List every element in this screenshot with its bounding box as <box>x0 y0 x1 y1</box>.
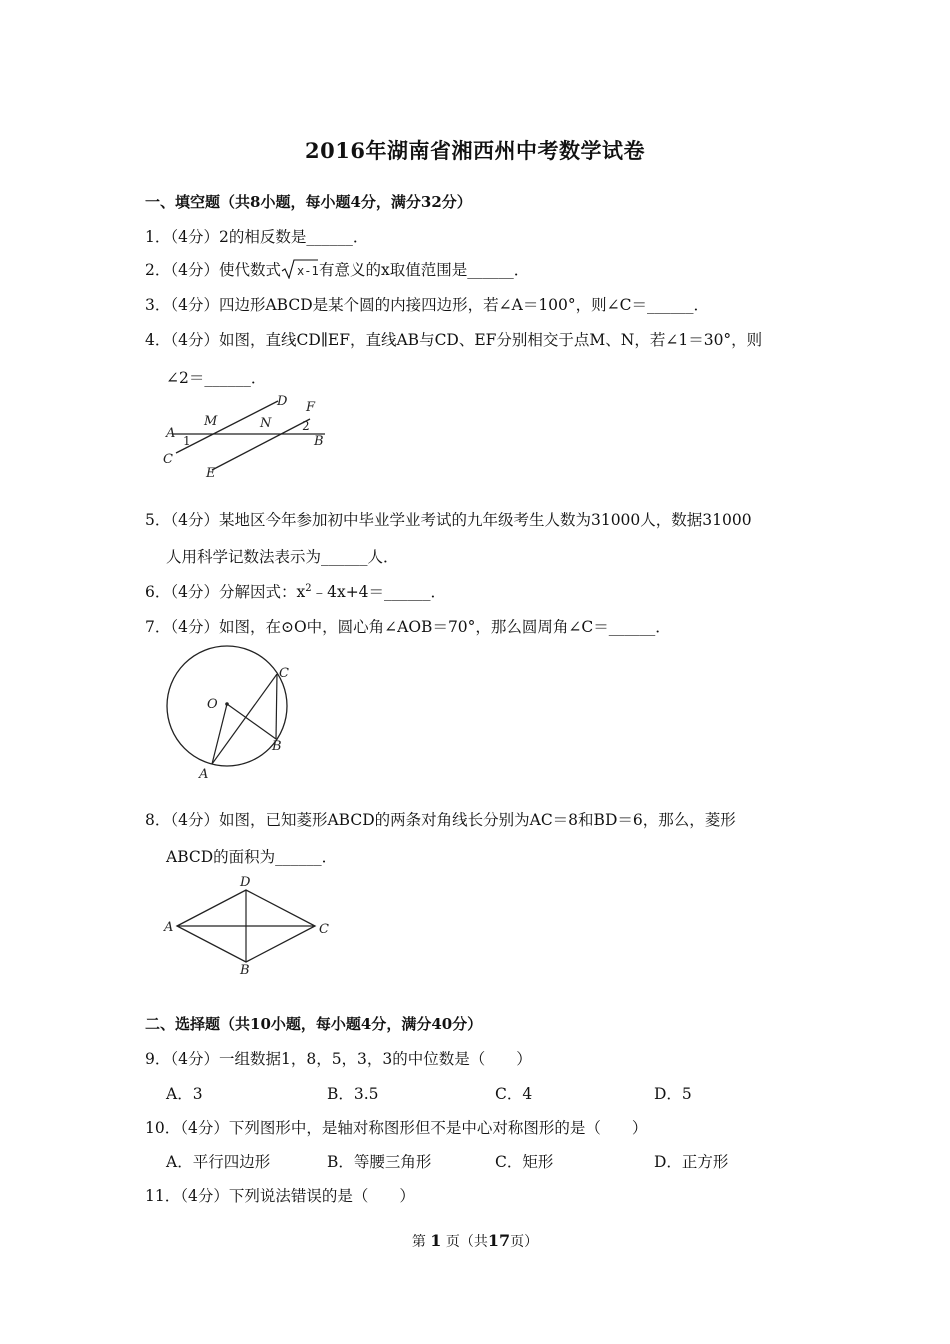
footer-total-pages: 17 <box>487 1231 511 1250</box>
label-d: D <box>240 875 251 890</box>
footer-page-number: 1 <box>430 1231 442 1250</box>
segment-oa <box>212 704 227 764</box>
question-10: 10．（4分）下列图形中，是轴对称图形但不是中心对称图形的是（ ） <box>145 1119 648 1137</box>
question-5-line-1: 5．（4分）某地区今年参加初中毕业学业考试的九年级考生人数为31000人，数据31000 <box>145 511 752 529</box>
question-1: 1．（4分）2的相反数是______． <box>145 228 369 246</box>
q10-option-d: D．正方形 <box>654 1153 729 1171</box>
label-c: C <box>319 922 329 937</box>
question-6-exponent: 2 <box>305 582 312 594</box>
label-c: C <box>163 452 173 467</box>
question-5-line-2: 人用科学记数法表示为______人． <box>166 548 399 566</box>
sqrt-radical-icon <box>281 259 319 279</box>
label-e: E <box>206 466 216 481</box>
question-2 <box>145 258 529 280</box>
label-angle-1: 1 <box>183 434 191 448</box>
q10-option-b: B．等腰三角形 <box>327 1153 432 1171</box>
label-a: A <box>199 767 209 782</box>
question-2-before: 2．（4分）使代数式 <box>145 261 281 279</box>
label-f: F <box>306 400 316 415</box>
label-n: N <box>260 416 272 431</box>
segment-bc <box>276 674 277 739</box>
q10-option-c: C．矩形 <box>495 1153 554 1171</box>
sqrt-radicand: x-1 <box>296 264 319 278</box>
question-4-line-2: ∠2＝______． <box>166 369 267 387</box>
q9-option-d: D．5 <box>654 1085 692 1103</box>
page-footer <box>0 1231 950 1251</box>
q9-option-a: A．3 <box>166 1085 203 1103</box>
question-6 <box>145 580 446 602</box>
label-b: B <box>272 739 282 754</box>
label-m: M <box>204 414 218 429</box>
page-title: 2016年湖南省湘西州中考数学试卷 <box>305 138 645 163</box>
question-9: 9．（4分）一组数据1，8，5，3，3的中位数是（ ） <box>145 1050 532 1068</box>
section-heading-multiple-choice: 二、选择题（共10小题，每小题4分，满分40分） <box>145 1015 483 1033</box>
question-6-before: 6．（4分）分解因式：x <box>145 583 306 601</box>
figure-rhombus <box>160 870 340 982</box>
footer-middle: 页（共 <box>445 1234 488 1250</box>
question-3: 3．（4分）四边形ABCD是某个圆的内接四边形，若∠A＝100°，则∠C＝______． <box>145 296 709 314</box>
label-o: O <box>207 697 218 712</box>
footer-prefix: 第 <box>411 1234 426 1250</box>
section-heading-fill-in: 一、填空题（共8小题，每小题4分，满分32分） <box>145 193 472 211</box>
label-a: A <box>166 426 176 441</box>
center-point <box>225 702 229 706</box>
label-b: B <box>240 963 250 978</box>
question-6-after: ﹣4x+4＝______． <box>311 583 447 601</box>
q9-option-c: C．4 <box>495 1085 533 1103</box>
label-a: A <box>164 920 174 935</box>
q9-option-b: B．3.5 <box>327 1085 379 1103</box>
figure-parallel-lines <box>160 393 330 483</box>
question-11: 11．（4分）下列说法错误的是（ ） <box>145 1187 415 1205</box>
label-b: B <box>314 434 324 449</box>
question-8-line-2: ABCD的面积为______． <box>166 848 338 866</box>
question-2-after: 有意义的x取值范围是______． <box>318 261 530 279</box>
question-8-line-1: 8．（4分）如图，已知菱形ABCD的两条对角线长分别为AC＝8和BD＝6，那么，菱形 <box>145 811 736 829</box>
footer-suffix: 页） <box>510 1234 539 1250</box>
label-d: D <box>277 394 288 409</box>
question-7: 7．（4分）如图，在⊙O中，圆心角∠AOB＝70°，那么圆周角∠C＝______． <box>145 618 671 636</box>
q10-option-a: A．平行四边形 <box>166 1153 271 1171</box>
label-angle-2: 2 <box>302 419 310 433</box>
question-4-line-1: 4．（4分）如图，直线CD∥EF，直线AB与CD、EF分别相交于点M、N，若∠1＝30°，则 <box>145 331 763 349</box>
label-c: C <box>279 666 289 681</box>
figure-circle <box>155 640 305 785</box>
